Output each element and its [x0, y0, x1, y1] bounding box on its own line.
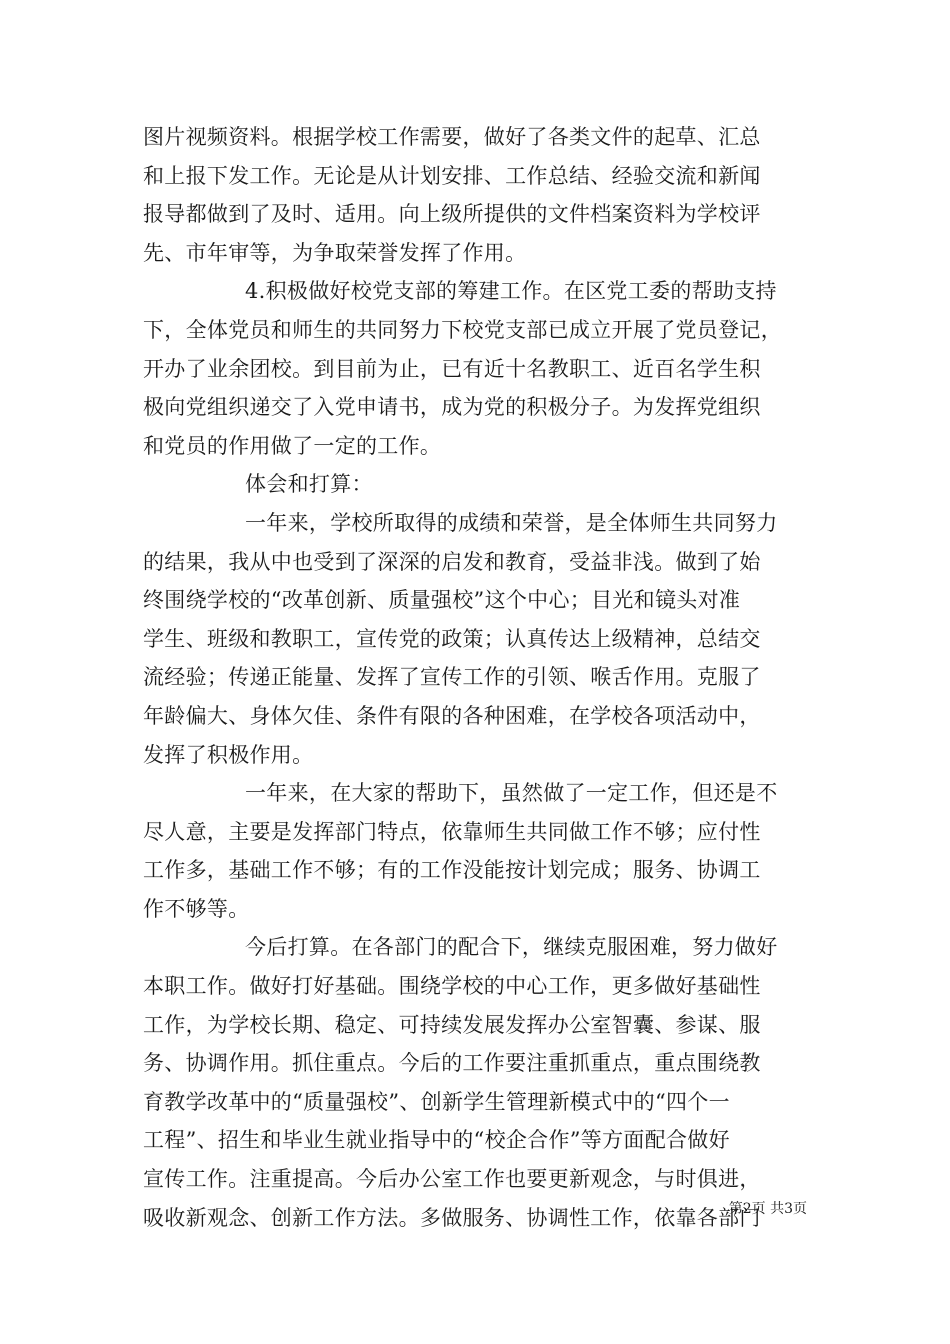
text-line: 4.积极做好校党支部的筹建工作。在区党工委的帮助支持	[245, 279, 777, 304]
text-line: 宣传工作。注重提高。今后办公室工作也要更新观念，与时俱进，	[143, 1167, 761, 1192]
text-line: 和党员的作用做了一定的工作。	[143, 433, 442, 458]
text-line: 先、市年审等，为争取荣誉发挥了作用。	[143, 240, 527, 265]
text-line: 的结果，我从中也受到了深深的启发和教育，受益非浅。做到了始	[143, 549, 761, 574]
text-line: 一年来，学校所取得的成绩和荣誉，是全体师生共同努力	[245, 510, 778, 535]
section-heading: 体会和打算：	[245, 472, 373, 497]
text-line: 流经验；传递正能量、发挥了宣传工作的引领、喉舌作用。克服了	[143, 665, 761, 690]
text-line: 尽人意，主要是发挥部门特点，依靠师生共同做工作不够；应付性	[143, 819, 761, 844]
page-number: 第2页 共3页	[728, 1201, 807, 1217]
text-line: 图片视频资料。根据学校工作需要，做好了各类文件的起草、汇总	[143, 125, 761, 149]
text-line: 本职工作。做好打好基础。围绕学校的中心工作，更多做好基础性	[143, 974, 761, 999]
text-line: 吸收新观念、创新工作方法。多做服务、协调性工作，依靠各部门	[143, 1205, 761, 1230]
text-line: 报导都做到了及时、适用。向上级所提供的文件档案资料为学校评	[143, 202, 761, 227]
text-line: 和上报下发工作。无论是从计划安排、工作总结、经验交流和新闻	[143, 163, 761, 188]
document-body	[143, 118, 808, 1237]
text-line: 工程”、招生和毕业生就业指导中的“校企合作”等方面配合做好	[143, 1128, 730, 1153]
text-line: 一年来，在大家的帮助下，虽然做了一定工作，但还是不	[245, 781, 778, 806]
text-line: 育教学改革中的“质量强校”、创新学生管理新模式中的“四个一	[143, 1089, 730, 1114]
text-line: 今后打算。在各部门的配合下，继续克服困难，努力做好	[245, 935, 778, 960]
text-line: 下，全体党员和师生的共同努力下校党支部已成立开展了党员登记，	[143, 317, 782, 342]
text-line: 作不够等。	[143, 896, 250, 921]
text-line: 工作，为学校长期、稳定、可持续发展发挥办公室智囊、参谋、服	[143, 1012, 761, 1037]
text-line: 年龄偏大、身体欠佳、条件有限的各种困难，在学校各项活动中，	[143, 703, 761, 728]
text-line: 极向党组织递交了入党申请书，成为党的积极分子。为发挥党组织	[143, 395, 761, 420]
text-line: 发挥了积极作用。	[143, 742, 314, 767]
text-line: 开办了业余团校。到目前为止，已有近十名教职工、近百名学生积	[143, 356, 761, 381]
text-line: 学生、班级和教职工，宣传党的政策；认真传达上级精神，总结交	[143, 626, 761, 651]
text-line: 工作多，基础工作不够；有的工作没能按计划完成；服务、协调工	[143, 858, 761, 883]
text-line: 终围绕学校的“改革创新、质量强校”这个中心；目光和镜头对准	[143, 588, 741, 613]
text-line: 务、协调作用。抓住重点。今后的工作要注重抓重点，重点围绕教	[143, 1051, 761, 1076]
